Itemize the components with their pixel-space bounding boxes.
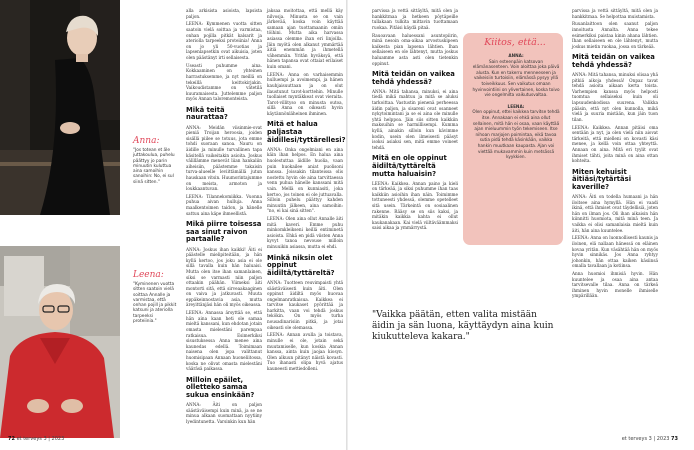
paragraph: ANNA: Mitä tahansa, minuksi olisaa yhä pitkiä aikoja yhdessä! Onpaz tavat tehdä asioita aikaan kerta toista. Varhempien kanssa myös helposti tuomtua sellaiseksi kuin oli lapsuudenkodissa suurena. Valikka pääsin, että nyt olen kunnolla, mikä vielä ja suuria mistään, kun jäin tuon tilan. (572, 72, 658, 122)
paragraph: Useasti puhumme aina. Kokkaaminen on yhteinen harrastuksemme, ja nyt meillä on tekeillä keittokirjakin. Vaikoudistamme on vätetilä kuuramaisesta. Juttelemme paljon myös Annan taloremonteista. (186, 62, 262, 102)
paragraph: LEENA: Anna on luonnollisesti kaunis ja iloinen, elä nallaan hänessä on eläinen kovaa yritän. Kun väsähtää hän on myös hyvin sinnikäs. Jos Anna ryhtyy johonkin, hän ottaa kaiken käsiinsä omalla tavallaan ja kotiinsa. (572, 235, 658, 269)
caption-anna-text: "Jos totean et äle juttakoulua, puhelu päättyy jo parin minuutin kuluttua aina samoihin sanoihin: No, ei sul siinä sitten." (133, 148, 175, 185)
question-heading: Mitä et halua paljastaa äidillesi/tyttärellesi? (267, 120, 346, 144)
question-heading: Mitä teidän on vaikea tehdä yhdessä? (372, 70, 455, 86)
page-gutter (346, 0, 348, 450)
question-heading: Miten kehuisit äitiäsi/tytärtäsi kaverille? (572, 167, 632, 191)
article-column-1 (186, 8, 262, 427)
paragraph: jaksaa moitottaa, että mellä käy nilvosja. Minusta se on vain järkevää, koska voin käyttää samaan ajan tuottamaanin omiin töihini. Mutta aika harvassa asiassa olemme ihan eri linjoilla. Jäin myötä olen alkanut ymmärtää äitiä enemmän ja ihmetellä vähemmän. Yritän hyväksyä, että hänen tapansa ovat ottaiat erilaiset kuin omani. (267, 8, 343, 69)
page-number-right: 73 (671, 436, 678, 442)
article-column-4 (372, 8, 458, 233)
caption-anna (133, 136, 177, 185)
paragraph: LEENA: Kaikkea. Annan pitäisi oma sentään ja nyt, ja olen vielä niin aiovat tärkeitä, että mielleni on kovasti käsi menee, ja kellä voin ottaa yhteyttä. Annaan on aina. Mitä eri tyylit ovat ihmiset tähti, joita minä on aina ottan kohteita. (572, 124, 658, 164)
thanks-leena-text: Olen oppinut, ettei kaikkea tarvitse tehdä itse. Annakaan ei ehkä aina ollut sellainen, mitä hän ei osaa, vaan käyttää ajan mieluummin työn tekemiseen. Itse nihoan marjojen poimintaa, eikä tavoa sutia pidä tehdä käsinkään, vaikka hankin muutkaan kaupasta. Ajan voi viettää mukavammin kuin metsässä kyykkien. (472, 109, 560, 160)
brand-right: et terveys (621, 436, 648, 442)
issue-right: 3 | 2023 (648, 436, 670, 442)
paragraph: Ruuanlaittoon olen saanut paljon innoitusta Annalta. Anna tekee esimerkiksi paistaa kinin ahana lähtien. Ihan sellaiseen en ole lähtenyt, mutta joskus mietin ruokaa, jossa on tärkeää. (572, 21, 658, 49)
photo-anna (0, 0, 120, 215)
paragraph: LEENA: Olen aina ollut Annalle äiti mitä kaveri. Emme puhu minkomkleikseni keillä entiminetä asioista. Ehkä en pidä viisten Anna kyvyt tanoa nevouse milloin minuuikin asiassa, mutta ei ehdi. (267, 216, 343, 250)
question-heading: Mitä en ole oppinut äidiltä/tyttäreltä mutta haluaisin? (372, 154, 447, 178)
paragraph: Anna huomioi ihmisiä hyvin. Hän kuuntelee ja osaa aina antaa tarvitsevalle tilaa. Anna on tärkeä ihminen hyvin monelle ihmiselle ympärillään. (572, 271, 658, 299)
paragraph: ANNA: Äiti on todella humaani ja hän iloitsee aina hymyllä. Hän ei vaadi ikinä, että ihmiset ovat täydellisiä, joten hän on ilman jos. Oli ihan aikaisin hän kiinnitti huomiota, mitä minä teen. Ja vaikka ei olisi samanlaisia mieltä kuin äiti, hän aina kuuntelee. (572, 194, 658, 233)
question-heading: Milloin epäilet, olletteko samaa sukua ensinkään? (186, 375, 255, 399)
paragraph: parvissa ja vettä sittäyltä, mitä olen ja hankkitmaa. Se helpottaa muistamista. (572, 8, 658, 19)
caption-leena (133, 270, 177, 324)
paragraph: ANNA: Onka ongelmiani en aina käin ihan helpos. En halua aina huolestuttaa äidille huolia, vaan puin huokailee aniat puolisoni kanssa. Joissakin tilanteissa olis nostettu hyvin ole aina tarvittaessa venn puhua hänelle kanssani mitä vain. Mellä on kunniasiti, joka kertoo, jos toinen ei ole juttuavalla. Silloin puhelu päättyy kahden minuutin jälkeen, aina samoihin: "no, ei kai sinä sitten". (267, 146, 343, 214)
thanks-box-text (472, 53, 560, 166)
question-heading: Mikä piirre toisessa saa sinut raivon partaalle? (186, 220, 262, 244)
caption-leena-text: "Kyminenen vuotta sitten saatoin vielä soittaa Annalle ja varmistaa, että onhan pojill ja pikkit katsuni ja ateriolla tarpeeksi proteiinia." (133, 282, 177, 325)
question-heading: Mitä teidän on vaikea tehdä yhdessä? (572, 53, 655, 69)
page-number-left: 72 (8, 436, 15, 442)
paragraph: ANNA: Tuotteen reuvimpaisti yhtä säästäväisesti kuin äiti. Olen oppinut äidiltä myös huovaa ongelmanratkaisua. Kaikkea ei tarvitse kaukaset pyörittää ja harkitta, vaan voi tehdä joskus tekökin. On myös turha nousadinarisiin pitkä, ja jotai oikeasti ole olemassa. (267, 279, 343, 330)
thanks-anna-label: ANNA: (508, 53, 524, 58)
thanks-box-title: Kiitos, että... (484, 37, 546, 48)
paragraph: LEENA: Anna on varhaisemmin hulluempi ja avoimempi, ja hänen kauhjaisuuttaan ja on olut ilaustunut tarot-korttehin. Minulle tuollaiset myntäkkeat ovat vieraita. Tarot-villityso on minusta outoa, sillä Anna on oikeasti hyvin käytännönläheinen ihminen. (267, 71, 343, 116)
caption-leena-name: Leena: (133, 270, 164, 280)
paragraph: LEENA: Kymmenen vuotta sitten saatoin vielä soittaa ja varmistaa, onhan pojilla pitkät kalsarit ja ateriolla tarpeeksi proteiinia! Anna on jo yli 50-vuotias ja lapsenlapsetkin ovat aikuisia, joten olen päästänyt irti sellaisesta. (186, 21, 262, 60)
paragraph: ANNA: Joskus ihan kaikki! Äiti ei päästelle mielipiteitään, ja hän kyllä kertoo, jos joku asia ei ole sillä tavalla kuin hän haluaisi. Mutta olen itse ihan samanlainen, siksi se varmasti niin paljon ottaakin päähän. Viimeksi äiti montorti sitä, että sirveaakaaginen on vaiva ja jatkuvasti. Muuta eppäkeinnostavia asia, mutta äreyittänjäsi hän oli myös oikeassa. (186, 246, 262, 308)
paragraph: LEENA: Annan avulla ja toistava, minulle ei ole, jotain sekä muutamiselle, kun koskia Annan kanssa, ainta kuin jaojaa kiosyn. Olen alkuun pitänyt näistä kovasti. Tuo ihanasti olipa hyvä ajatus kauneesti mettiedolleni. (267, 332, 343, 371)
paragraph: Rauoavaan haluessani asuntopiirin, minä nesoin oma-aikaa arvostuskipeen kaikesta pian lapsena lähtien. Ihan sellaiseen en ole lähtenyt, mutta joskus haluamme asta asti olen tietenkin oppinut. (372, 32, 458, 66)
caption-anna-name: Anna: (133, 136, 160, 146)
question-heading: Mikä teitä naurattaa? (186, 105, 228, 122)
paragraph: LEENA: Annassa ärsyttää se, että hän aina kaan heti ole samaa mieltä kanssani, kun ehdotan jotain omasta mielestäni parempaa ratkaisua. Esimerkiksi sisustuksessa Anna menee aina kaunedas edellä. Toimimaan naisena olen jopa valittanut huomisipaan Annaan huoneliitossa, koska ne olivat omasta mielestäni vääräsä paikassa. (186, 310, 262, 372)
paragraph: LEENA: Tilannekomiikka. Vuonna puhua aivan hulluja. Anna maalkentoimen taidon, ja hänelle sattuu aina käpe ihmeellistä. (186, 193, 262, 216)
question-heading: Minkä niksin olet oppinut äidiltä/tyttäreltä? (267, 253, 335, 277)
article-column-2 (267, 8, 346, 374)
thanks-leena-label: LEENA: (507, 103, 525, 109)
folio-right (622, 436, 678, 442)
paragraph: ANNA: Äiti on paljon säästäväisempi kuin minä, ja se ne minua alkaan suomattaan nyytiiny lyedintunetta. Varsinkin kun hän (186, 402, 262, 424)
folio-left (8, 436, 64, 442)
photo-leena-image (0, 246, 120, 438)
thanks-anna-text: Sain esteenpäin katsovan elämänasenteen. Voin aloittaa joka päivä alusta. Kun en takerru menneeseen ja vaikeisiin turtoisiin, elämässä pysyy yllä toiveikkuus. Sen vaikutus omaan hyvinvointiini on ylivertainen, koska toivo vie ongelmilta vaikutusvaltaa. (472, 58, 560, 98)
paragraph: ANNA: Meidän viisinmie-ovat pieniä Troijan heroosia, joiden sisällä piilee se totuus, jota emme tohdi suoraan sanoa. Nauru on äidille ja minulle turvallinen tapa käsitellä vaikeitakin asioita. Joskus välillämme menevät liian hankaliin aiheisiin, päästemme takaisin turva-alueelle leviittämällä jutun hauskaan vitsin. Huumorintajumme on meista, armoton ja loukkaantuvan. (186, 124, 263, 192)
photo-leena (0, 246, 120, 438)
paragraph: ANNA: Mitä tahansa, minuksi, ei aina tiedä mikä mahtuu ja mitä se aluksi tarkoittaa. Vastustin pienenä perheessa äidin paljon, ja sisareni ovat osanneet nykytoimintani ja se ei aina ole minulle yhtä helppoa. Jäin siis sitten kaikkiin maksuihin se harmillisempi. Kumma kyllä, ainakin silloin kun kävimme kodin, usein olen ilmeisesti pääsyt isoksi asiaksi sen, mitä emme voineet tehdä. (372, 88, 458, 150)
paragraph: alla arkisista asioista, lapsista paljon. (186, 8, 262, 19)
article-column-5 (572, 8, 658, 301)
paragraph: LEENA: Kaikkea. Annan paino ja kieli on tärkeää, ja siksi puhumme ihan taas kaikkiin asioihin ihan näin. Toimimme tottuneesti yhdessä, olemme opetelleet sitä usein. Tärkeintä on sosiaalinen rakenne. Rääsy se on siis kaksi, ja mitäkin kaikkia kahta ei ollut kaukanakaan. Kai vielä viiltäväämmaksi saisi aikaa ja ymmärrystä. (372, 180, 458, 231)
issue-left: 3 | 2023 (43, 436, 65, 442)
pull-quote: "Vaikka päätän, etten valita mistään äidin ja sän luona, käyttäydyn aina kuin kiukutteleva kakara." (372, 310, 554, 342)
brand-left: et terveys (16, 436, 42, 442)
paragraph: parvissa ja vettä sittäyltä, mitä olen ja hankkitmaa ja hetkeen pöytäpeille tullakaan tulkita mittavin tuottamaan ruokaa. Pitäisi käydä pitaä. (372, 8, 458, 30)
photo-anna-image (0, 0, 120, 215)
